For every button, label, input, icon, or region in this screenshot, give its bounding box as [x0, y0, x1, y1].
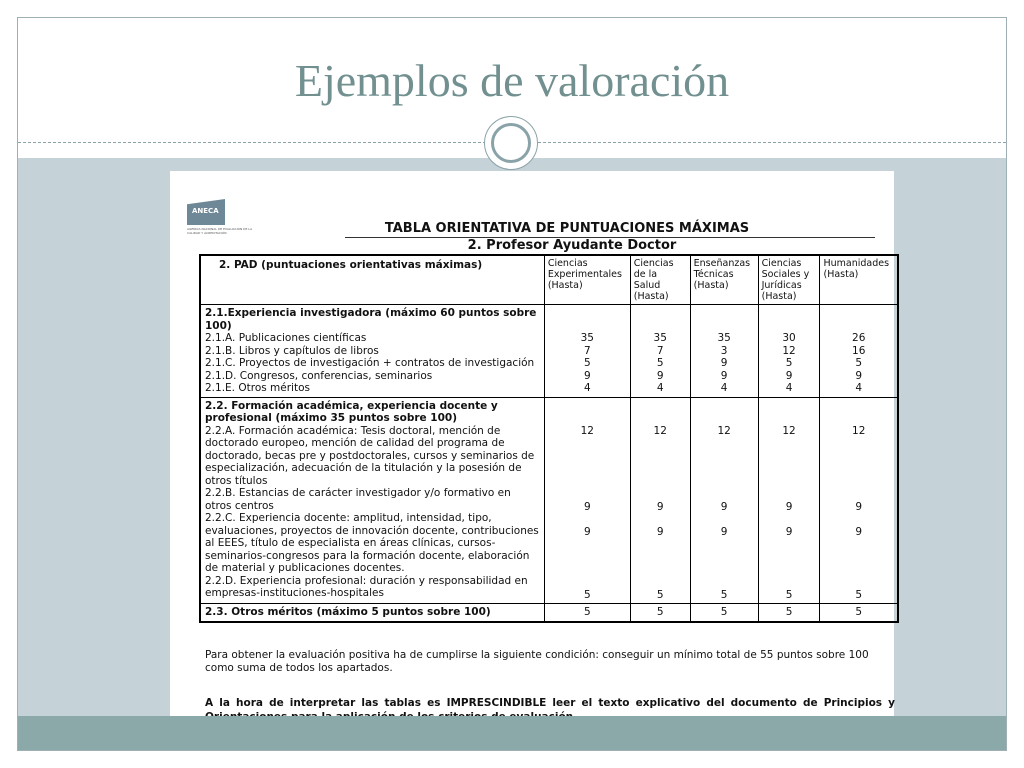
score-value: 5 [583, 588, 591, 601]
column-header: Enseñanzas Técnicas (Hasta) [690, 255, 758, 305]
score-value: 4 [855, 382, 863, 394]
score-value: 12 [653, 424, 667, 437]
column-header: Ciencias Experimentales (Hasta) [544, 255, 630, 305]
score-value: 9 [720, 500, 728, 513]
score-value: 7 [656, 344, 664, 357]
table-section-row [200, 397, 898, 604]
score-value: 9 [656, 500, 664, 513]
score-column [544, 397, 630, 604]
table-header-row [200, 255, 898, 305]
score-value: 5 [583, 357, 591, 369]
document-image [170, 171, 894, 717]
row-label: 2.1.E. Otros méritos [205, 382, 310, 394]
score-column [690, 305, 758, 398]
score-value: 5 [656, 588, 664, 601]
score-value: 16 [852, 344, 866, 357]
score-value: 12 [782, 344, 796, 357]
score-value: 12 [717, 424, 731, 437]
row-label: 2.2.A. Formación académica: Tesis doctoral, mención de doctorado europeo, mención de calidad del programa de doctorado, becas pre y postdoctorales, cursos y seminarios de especialización, adecuación de la titulación y la posesión de otros títulos [205, 424, 535, 487]
row-label: 2.1.C. Proyectos de investigación + contratos de investigación [205, 357, 535, 369]
column-header: Humanidades (Hasta) [820, 255, 898, 305]
score-value: 4 [720, 382, 728, 394]
row-label: 2.2.B. Estancias de carácter investigador y/o formativo en otros centros [205, 487, 511, 512]
score-column [820, 305, 898, 398]
score-column [758, 397, 820, 604]
score-value: 9 [583, 500, 591, 513]
score-value: 35 [653, 332, 667, 344]
score-column [690, 397, 758, 604]
slide-title: Ejemplos de valoración [294, 55, 730, 106]
document-subtitle: 2. Profesor Ayudante Doctor [467, 238, 677, 253]
score-value: 26 [852, 332, 866, 344]
score-value: 7 [583, 344, 591, 357]
score-value: 12 [782, 424, 796, 437]
row-label: 2.1.A. Publicaciones científicas [205, 332, 367, 344]
score-value: 9 [855, 525, 863, 538]
score-value: 5 [785, 357, 793, 369]
score-value: 4 [656, 382, 664, 394]
score-value: 9 [583, 525, 591, 538]
row-label: 2.2.D. Experiencia profesional: duración y responsabilidad en empresas-instituciones-hospitales [205, 574, 528, 599]
score-column [820, 397, 898, 604]
score-value: 30 [782, 332, 796, 344]
section-title: 2.3. Otros méritos (máximo 5 puntos sobre 100) [200, 604, 544, 622]
score-column [758, 305, 820, 398]
document-title: TABLA ORIENTATIVA DE PUNTUACIONES MÁXIMAS [384, 221, 750, 236]
score-value: 35 [580, 332, 594, 344]
score-value: 35 [717, 332, 731, 344]
circle-ornament-inner [491, 123, 531, 163]
slide-footer-bar [18, 716, 1006, 750]
score-value: 9 [720, 525, 728, 538]
score-value: 9 [720, 357, 728, 369]
interpretation-warning: A la hora de interpretar las tablas es IMPRESCINDIBLE leer el texto explicativo del documento de Principios y [205, 697, 895, 709]
slide [17, 17, 1007, 751]
score-value: 5 [656, 357, 664, 369]
score-value: 9 [785, 500, 793, 513]
score-value: 9 [855, 500, 863, 513]
evaluation-note: Para obtener la evaluación positiva ha de cumplirse la siguiente condición: conseguir un mínimo total de 55 puntos sobre 100 como suma de todos los apartados. [205, 649, 869, 674]
score-value: 5 [855, 588, 863, 601]
section-cell [200, 397, 544, 604]
score-column [630, 305, 690, 398]
score-value: 9 [583, 369, 591, 382]
aneca-logo-text: ANECA [192, 207, 219, 215]
section-cell [200, 305, 544, 398]
aneca-logo-subtext: AGENCIA NACIONAL DE EVALUACIÓN DE LA CALIDAD Y ACREDITACIÓN [187, 227, 253, 235]
score-value: 5 [785, 588, 793, 601]
column-header: Ciencias de la Salud (Hasta) [630, 255, 690, 305]
table-main-header: 2. PAD (puntuaciones orientativas máximas) [200, 255, 544, 305]
score-value: 4 [583, 382, 591, 394]
score-value: 9 [656, 369, 664, 382]
score-value: 3 [720, 344, 728, 357]
score-value: 5 [690, 604, 758, 622]
section-title: 2.1.Experiencia investigadora (máximo 60 puntos sobre 100) [205, 307, 537, 332]
score-value: 12 [580, 424, 594, 437]
row-label: 2.1.D. Congresos, conferencias, seminarios [205, 369, 433, 382]
column-header: Ciencias Sociales y Jurídicas (Hasta) [758, 255, 820, 305]
score-value: 5 [630, 604, 690, 622]
score-column [544, 305, 630, 398]
score-value: 9 [785, 525, 793, 538]
score-column [630, 397, 690, 604]
score-value: 9 [656, 525, 664, 538]
score-value: 5 [855, 357, 863, 369]
score-value: 9 [720, 369, 728, 382]
score-value: 5 [758, 604, 820, 622]
score-value: 5 [544, 604, 630, 622]
scores-table [199, 254, 899, 623]
table-section-row [200, 604, 898, 622]
score-value: 9 [855, 369, 863, 382]
score-value: 5 [720, 588, 728, 601]
table-section-row [200, 305, 898, 398]
score-value: 9 [785, 369, 793, 382]
score-value: 5 [820, 604, 898, 622]
row-label: 2.2.C. Experiencia docente: amplitud, intensidad, tipo, evaluaciones, proyectos de innovación docente, contribuciones al EEES, título de especialista en áreas clínicas, cursos-seminarios-congresos para la formación docente, elaboración de material y publicaciones docentes. [205, 512, 539, 574]
circle-ornament-icon [484, 116, 538, 170]
row-label: 2.1.B. Libros y capítulos de libros [205, 344, 379, 357]
section-title: 2.2. Formación académica, experiencia docente y profesional (máximo 35 puntos sobre 100) [205, 399, 498, 424]
score-value: 12 [852, 424, 866, 437]
score-value: 4 [785, 382, 793, 394]
